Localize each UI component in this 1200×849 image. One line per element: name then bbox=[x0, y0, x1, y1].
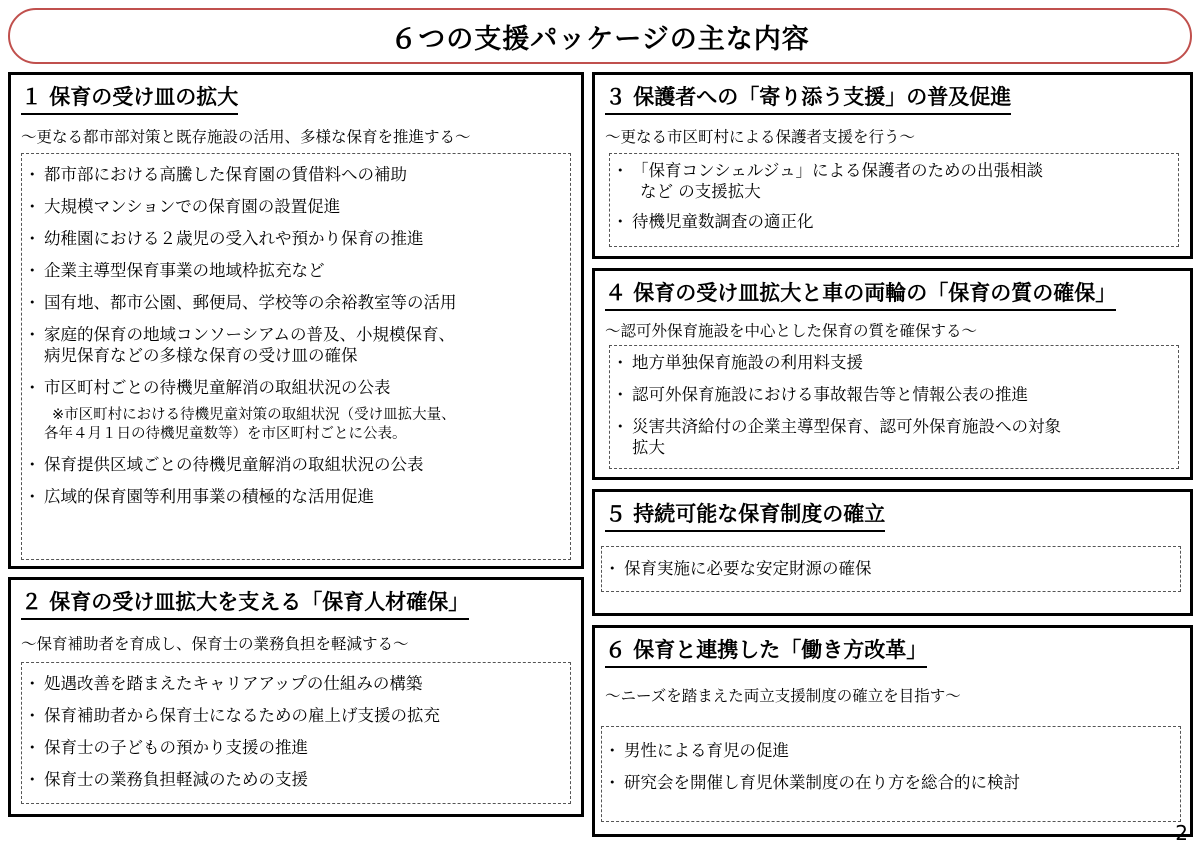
panel-4-subtitle: ～認可外保育施設を中心とした保育の質を確保する～ bbox=[605, 322, 978, 340]
panel-3-subtitle: ～更なる市区町村による保護者支援を行う～ bbox=[605, 128, 916, 146]
panel-3-heading: ３ 保護者への「寄り添う支援」の普及促進 bbox=[605, 81, 1011, 115]
note-line: ※市区町村における待機児童対策の取組状況（受け皿拡大量、 bbox=[52, 407, 456, 423]
panel-5-items-box bbox=[601, 546, 1181, 592]
panel-1 bbox=[8, 72, 584, 569]
list-item: ・ 都市部における高騰した保育園の賃借料への補助 bbox=[22, 164, 570, 185]
title-banner bbox=[8, 8, 1192, 64]
list-item: ・ 認可外保育施設における事故報告等と情報公表の推進 bbox=[610, 384, 1178, 405]
panel-4 bbox=[592, 268, 1193, 480]
panel-6 bbox=[592, 625, 1193, 837]
list-item: ・ 保育士の子どもの預かり支援の推進 bbox=[22, 737, 570, 758]
panel-3-items-box bbox=[609, 153, 1179, 247]
panel-1-items-box bbox=[21, 153, 571, 560]
panel-6-subtitle: ～ニーズを踏まえた両立支援制度の確立を目指す～ bbox=[605, 687, 961, 705]
list-item: ・ 幼稚園における２歳児の受入れや預かり保育の推進 bbox=[22, 228, 570, 249]
panel-5-heading: ５ 持続可能な保育制度の確立 bbox=[605, 498, 885, 532]
list-item: ・ 保育提供区域ごとの待機児童解消の取組状況の公表 bbox=[22, 454, 570, 475]
panel-3 bbox=[592, 72, 1193, 259]
list-item: ・ 国有地、都市公園、郵便局、学校等の余裕教室等の活用 bbox=[22, 292, 570, 313]
list-item: ・ 保育士の業務負担軽減のための支援 bbox=[22, 769, 570, 790]
list-item: ・ 研究会を開催し育児休業制度の在り方を総合的に検討 bbox=[602, 772, 1180, 793]
list-item: ・ 大規模マンションでの保育園の設置促進 bbox=[22, 196, 570, 217]
panel-6-items-box bbox=[601, 726, 1181, 822]
panel-2 bbox=[8, 577, 584, 817]
panel-2-items-box bbox=[21, 662, 571, 804]
list-item: ・ 広域的保育園等利用事業の積極的な活用促進 bbox=[22, 486, 570, 507]
list-item: ・ 家庭的保育の地域コンソーシアムの普及、小規模保育、 bbox=[22, 324, 570, 345]
panel-4-items-box bbox=[609, 345, 1179, 469]
list-item: ・ 保育補助者から保育士になるための雇上げ支援の拡充 bbox=[22, 705, 570, 726]
list-item: ・ 待機児童数調査の適正化 bbox=[610, 211, 1178, 232]
panel-2-subtitle: ～保育補助者を育成し、保育士の業務負担を軽減する～ bbox=[21, 635, 409, 653]
panel-6-heading: ６ 保育と連携した「働き方改革」 bbox=[605, 634, 927, 668]
list-item: ・ 男性による育児の促進 bbox=[602, 740, 1180, 761]
list-item-continuation: 拡大 bbox=[632, 438, 665, 457]
panel-1-subtitle: ～更なる都市部対策と既存施設の活用、多様な保育を推進する～ bbox=[21, 128, 471, 146]
list-item: ・ 市区町村ごとの待機児童解消の取組状況の公表 bbox=[22, 377, 570, 398]
list-item: ・ 地方単独保育施設の利用料支援 bbox=[610, 352, 1178, 373]
panel-5 bbox=[592, 489, 1193, 616]
list-item: ・ 災害共済給付の企業主導型保育、認可外保育施設への対象 bbox=[610, 416, 1178, 437]
note-line: 各年４月１日の待機児童数等）を市区町村ごとに公表。 bbox=[44, 426, 407, 442]
list-item: ・ 企業主導型保育事業の地域枠拡充など bbox=[22, 260, 570, 281]
panel-4-heading: ４ 保育の受け皿拡大と車の両輪の「保育の質の確保」 bbox=[605, 277, 1116, 311]
list-item-continuation: 病児保育などの多様な保育の受け皿の確保 bbox=[44, 346, 358, 365]
list-item: ・ 保育実施に必要な安定財源の確保 bbox=[602, 558, 1180, 579]
list-item-continuation: など の支援拡大 bbox=[640, 182, 761, 201]
list-item: ・ 処遇改善を踏まえたキャリアアップの仕組みの構築 bbox=[22, 673, 570, 694]
panel-1-heading: １ 保育の受け皿の拡大 bbox=[21, 81, 238, 115]
page-title: ６つの支援パッケージの主な内容 bbox=[390, 23, 810, 55]
page-number: 2 bbox=[1175, 821, 1188, 845]
panel-2-heading: ２ 保育の受け皿拡大を支える「保育人材確保」 bbox=[21, 586, 469, 620]
list-item: ・ 「保育コンシェルジュ」による保護者のための出張相談 bbox=[610, 160, 1178, 181]
